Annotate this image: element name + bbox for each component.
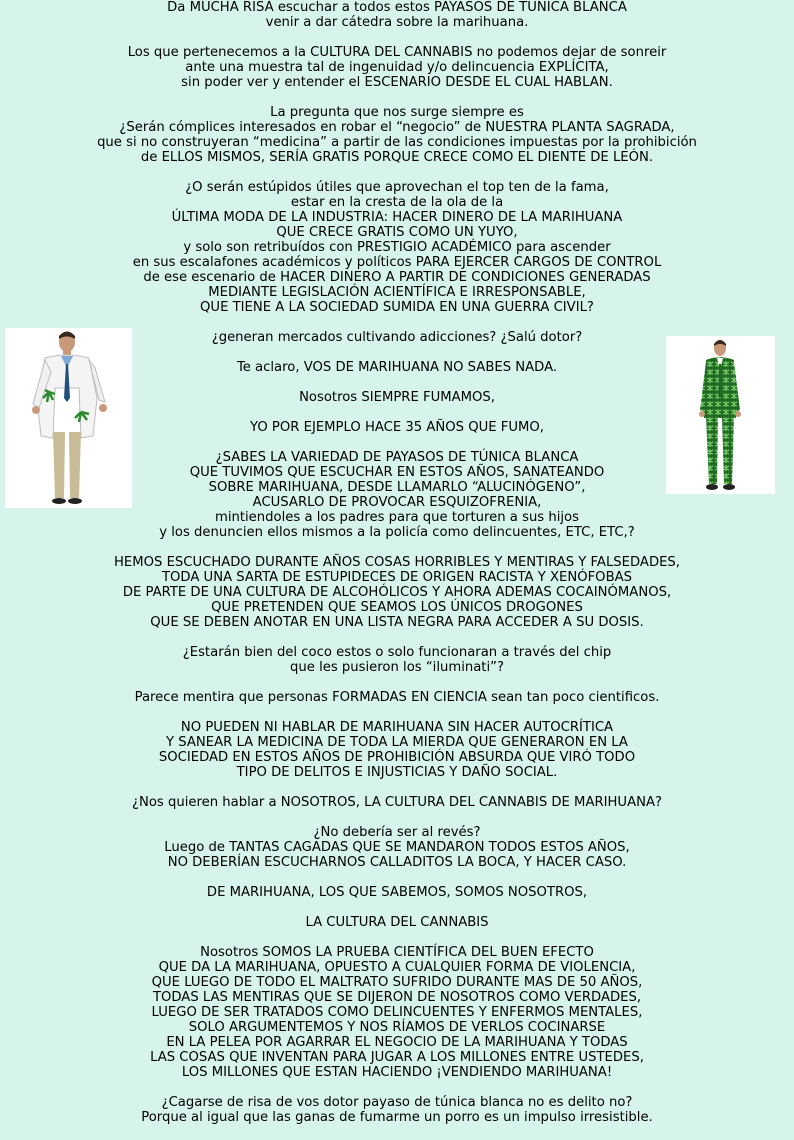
text-line: QUE PRETENDEN QUE SEAMOS LOS ÚNICOS DROGONES	[211, 600, 583, 615]
text-line: Los que pertenecemos a la CULTURA DEL CANNABIS no podemos dejar de sonreir	[127, 45, 667, 60]
text-line: ante una muestra tal de ingenuidad y/o delincuencia EXPLÍCITA,	[185, 60, 609, 75]
doctor-costume-photo	[5, 328, 132, 508]
doctor-figure-illustration	[5, 328, 132, 508]
text-line: ÚLTIMA MODA DE LA INDUSTRIA: HACER DINERO DE LA MARIHUANA	[171, 210, 623, 225]
paragraph	[0, 795, 794, 810]
text-line: SOLO ARGUMENTEMOS Y NOS RÍAMOS DE VERLOS COCINARSE	[188, 1020, 606, 1035]
paragraph	[0, 180, 794, 315]
text-line: Nosotros SOMOS LA PRUEBA CIENTÍFICA DEL BUEN EFECTO	[200, 945, 594, 960]
text-line: ¿Nos quieren hablar a NOSOTROS, LA CULTURA DEL CANNABIS DE MARIHUANA?	[131, 795, 662, 810]
text-line: venir a dar cátedra sobre la marihuana.	[265, 15, 529, 30]
text-line: sin poder ver y entender el ESCENARIO DESDE EL CUAL HABLAN.	[181, 75, 613, 90]
paragraph	[0, 1095, 794, 1125]
text-line: que les pusieron los “iluminati”?	[290, 660, 504, 675]
text-line: y los denuncien ellos mismos a la policía como delincuentes, ETC, ETC,?	[159, 525, 635, 540]
text-line: LUEGO DE SER TRATADOS COMO DELINCUENTES Y ENFERMOS MENTALES,	[151, 1005, 643, 1020]
text-line: DE PARTE DE UNA CULTURA DE ALCOHÓLICOS Y AHORA ADEMAS COCAINÓMANOS,	[122, 585, 672, 600]
paragraph	[0, 555, 794, 630]
text-line: SOBRE MARIHUANA, DESDE LLAMARLO “ALUCINÓGENO”,	[208, 480, 586, 495]
paragraph	[0, 690, 794, 705]
paragraph	[0, 0, 794, 30]
leaf-suit-figure-illustration	[666, 336, 775, 494]
text-line: Da MUCHA RISA escuchar a todos estos PAYASOS DE TÚNICA BLANCA	[167, 0, 627, 15]
text-line: mintiendoles a los padres para que torturen a sus hijos	[214, 510, 579, 525]
paragraph	[0, 45, 794, 90]
text-line: QUE SE DEBEN ANOTAR EN UNA LISTA NEGRA PARA ACCEDER A SU DOSIS.	[150, 615, 644, 630]
text-line: en sus escalafones académicos y políticos PARA EJERCER CARGOS DE CONTROL	[132, 255, 662, 270]
text-line: ¿No debería ser al revés?	[313, 825, 481, 840]
text-line: EN LA PELEA POR AGARRAR EL NEGOCIO DE LA MARIHUANA Y TODAS	[166, 1035, 628, 1050]
paragraph	[0, 915, 794, 930]
text-line: Nosotros SIEMPRE FUMAMOS,	[299, 390, 495, 405]
text-line: ¿generan mercados cultivando adicciones? ¿Salú dotor?	[211, 330, 583, 345]
text-line: TIPO DE DELITOS E INJUSTICIAS Y DAÑO SOCIAL.	[236, 765, 558, 780]
paragraph	[0, 645, 794, 675]
text-line: NO PUEDEN NI HABLAR DE MARIHUANA SIN HACER AUTOCRÍTICA	[180, 720, 614, 735]
text-line: LA CULTURA DEL CANNABIS	[305, 915, 489, 930]
cannabis-leaf-suit-photo	[666, 336, 775, 494]
text-line: Te aclaro, VOS DE MARIHUANA NO SABES NADA.	[236, 360, 558, 375]
text-line: HEMOS ESCUCHADO DURANTE AÑOS COSAS HORRIBLES Y MENTIRAS Y FALSEDADES,	[114, 555, 680, 570]
text-line: LOS MILLONES QUE ESTAN HACIENDO ¡VENDIENDO MARIHUANA!	[181, 1065, 613, 1080]
text-line: TODAS LAS MENTIRAS QUE SE DIJERON DE NOSOTROS COMO VERDADES,	[152, 990, 642, 1005]
text-line: YO POR EJEMPLO HACE 35 AÑOS QUE FUMO,	[250, 420, 544, 435]
text-line: QUE TIENE A LA SOCIEDAD SUMIDA EN UNA GUERRA CIVIL?	[200, 300, 594, 315]
text-line: Y SANEAR LA MEDICINA DE TODA LA MIERDA QUE GENERARON EN LA	[166, 735, 628, 750]
text-line: SOCIEDAD EN ESTOS AÑOS DE PROHIBICIÓN ABSURDA QUE VIRÓ TODO	[158, 750, 636, 765]
text-line: MEDIANTE LEGISLACIÓN ACIENTÍFICA E IRRESPONSABLE,	[208, 285, 586, 300]
text-line: Luego de TANTAS CAGADAS QUE SE MANDARON TODOS ESTOS AÑOS,	[164, 840, 630, 855]
paragraph	[0, 825, 794, 870]
text-line: estar en la cresta de la ola de la	[290, 195, 504, 210]
text-line: Parece mentira que personas FORMADAS EN CIENCIA sean tan poco cientificos.	[134, 690, 660, 705]
text-line: LAS COSAS QUE INVENTAN PARA JUGAR A LOS MILLONES ENTRE USTEDES,	[150, 1050, 644, 1065]
text-line: de ELLOS MISMOS, SERÍA GRATIS PORQUE CRECE COMO EL DIENTE DE LEÓN.	[140, 150, 654, 165]
text-line: ACUSARLO DE PROVOCAR ESQUIZOFRENIA,	[252, 495, 542, 510]
text-line: QUE DA LA MARIHUANA, OPUESTO A CUALQUIER FORMA DE VIOLENCIA,	[158, 960, 636, 975]
text-line: de ese escenario de HACER DINERO A PARTIR DE CONDICIONES GENERADAS	[143, 270, 651, 285]
text-line: QUE TUVIMOS QUE ESCUCHAR EN ESTOS AÑOS, SANATEANDO	[189, 465, 605, 480]
text-line: La pregunta que nos surge siempre es	[270, 105, 524, 120]
text-line: ¿SABES LA VARIEDAD DE PAYASOS DE TÚNICA BLANCA	[215, 450, 579, 465]
text-line: QUE LUEGO DE TODO EL MALTRATO SUFRIDO DURANTE MAS DE 50 AÑOS,	[151, 975, 643, 990]
text-line: Porque al igual que las ganas de fumarme un porro es un impulso irresistible.	[141, 1110, 653, 1125]
text-line: que si no construyeran “medicina” a partir de las condiciones impuestas por la prohibición	[97, 135, 697, 150]
text-line: ¿Serán cómplices interesados en robar el “negocio” de NUESTRA PLANTA SAGRADA,	[119, 120, 675, 135]
text-line: QUE CRECE GRATIS COMO UN YUYO,	[276, 225, 518, 240]
text-line: ¿Cagarse de risa de vos dotor payaso de túnica blanca no es delito no?	[161, 1095, 633, 1110]
text-line: ¿O serán estúpidos útiles que aprovechan el top ten de la fama,	[185, 180, 609, 195]
text-line: ¿Estarán bien del coco estos o solo funcionaran a través del chip	[182, 645, 612, 660]
text-line: TODA UNA SARTA DE ESTUPIDECES DE ORIGEN RACISTA Y XENÓFOBAS	[161, 570, 633, 585]
paragraph	[0, 105, 794, 165]
text-line: DE MARIHUANA, LOS QUE SABEMOS, SOMOS NOSOTROS,	[206, 885, 588, 900]
text-line: y solo son retribuídos con PRESTIGIO ACADÉMICO para ascender	[183, 240, 611, 255]
paragraph	[0, 720, 794, 780]
text-line: NO DEBERÍAN ESCUCHARNOS CALLADITOS LA BOCA, Y HACER CASO.	[167, 855, 627, 870]
paragraph	[0, 885, 794, 900]
paragraph	[0, 945, 794, 1080]
